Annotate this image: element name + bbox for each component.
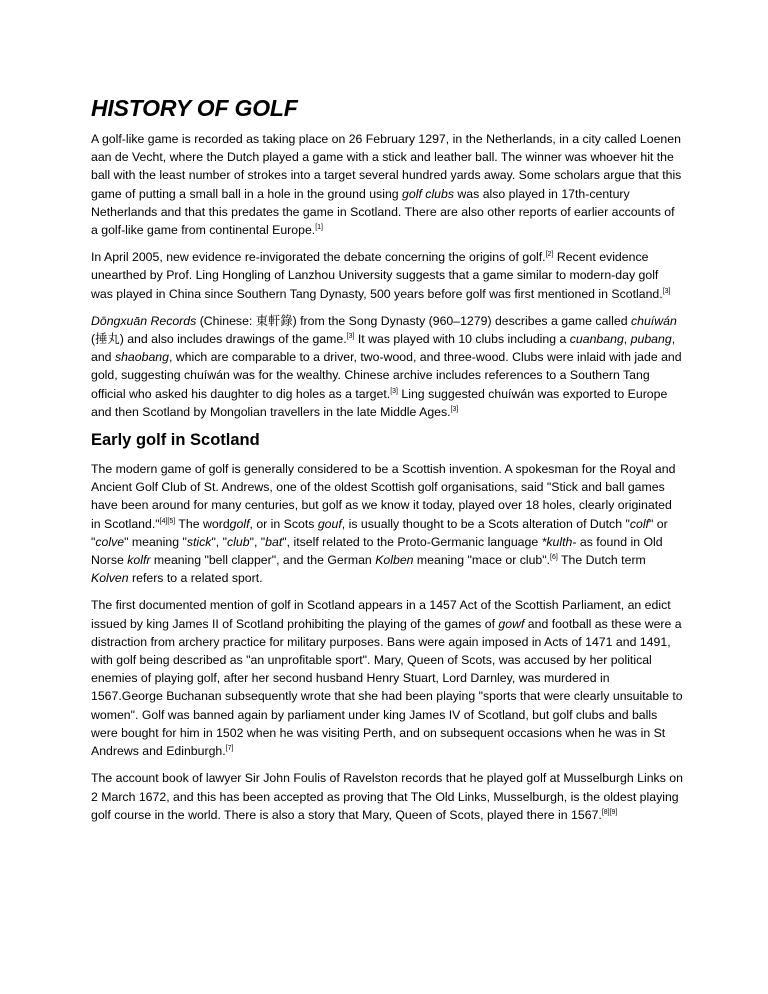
text-run: The account book of lawyer Sir John Foulis of Ravelston records that he played golf at Musselburgh Links on 2 March 1672, and this has been accepted as proving that The Old Links, Musselburgh, is the oldest playing golf course in the world. There is also a story that Mary, Queen of Scots, played there in 1567. bbox=[91, 771, 683, 822]
paragraph-musselburgh bbox=[91, 769, 683, 824]
citation-link[interactable]: [7] bbox=[225, 745, 234, 752]
citation-link[interactable]: [3] bbox=[450, 405, 459, 413]
paragraph-scottish-parliament bbox=[91, 596, 683, 760]
text-run-italic: kolfr bbox=[127, 553, 151, 568]
citation-link[interactable]: [6] bbox=[550, 553, 558, 561]
text-run-italic: colf bbox=[629, 516, 649, 531]
text-run: as found in Old Norse bbox=[91, 534, 663, 568]
citation-link[interactable]: [3] bbox=[662, 287, 671, 295]
text-run: The first documented mention of golf in Scotland appears in a 1457 Act of the Scottish Parliament, an edict issued by king James II of Scotland prohibiting the playing of the games of bbox=[91, 598, 671, 631]
text-run-italic: colve bbox=[95, 534, 125, 549]
text-run-italic: Kolven bbox=[91, 571, 129, 586]
text-run-italic: stick bbox=[186, 534, 212, 549]
text-run-italic: shaobang bbox=[114, 350, 169, 365]
paragraph-china-evidence bbox=[91, 248, 683, 303]
text-run: The word bbox=[175, 516, 230, 531]
text-run-italic: club bbox=[227, 534, 250, 549]
text-run: The modern game of golf is generally considered to be a Scottish invention. A spokesman for the Royal and Ancient Golf Club of St. Andrews, one of the oldest Scottish golf organisations, said "Stick and ball games have been around for many centuries, but golf as we know it today, played over 18 holes, clearly originated in Scotland." bbox=[91, 462, 676, 531]
text-run-italic: chuíwán bbox=[630, 313, 677, 328]
text-run-italic: *kulth- bbox=[541, 534, 577, 549]
text-run-italic: gouf bbox=[317, 516, 342, 531]
text-run: " or " bbox=[91, 516, 668, 549]
paragraph-origins bbox=[91, 130, 683, 239]
text-run-italic: pubang bbox=[630, 332, 672, 347]
paragraph-dongxuan-records bbox=[91, 312, 683, 421]
text-run-italic: golf bbox=[229, 516, 250, 531]
text-run: A golf-like game is recorded as taking place on 26 February 1297, in the Netherlands, in a city called Loenen aan de Vecht, where the Dutch played a game with a stick and leather ball. The winner was whoever hit the ball with the least number of strokes into a target several hundred yards away. Some scholars argue that this game of putting a small ball in a hole in the ground using bbox=[91, 132, 682, 201]
text-run: , which are comparable to a driver, two-wood, and three-wood. Clubs were inlaid with jade and gold, suggesting chuíwán was for the wealthy. Chinese archive includes references to a Southern Tang official who asked his daughter to dig holes as a target. bbox=[91, 350, 682, 401]
text-run: , or in Scots bbox=[249, 516, 318, 531]
paragraph-scottish-invention bbox=[91, 460, 683, 587]
text-run: , is usually thought to be a Scots alteration of Dutch " bbox=[341, 516, 630, 531]
text-run: ", " bbox=[211, 534, 228, 549]
text-run-italic: gowf bbox=[498, 616, 525, 631]
text-run: ", itself related to the Proto-Germanic language bbox=[282, 534, 542, 549]
text-run: The Dutch term bbox=[557, 553, 646, 568]
text-run-italic: cuanbang bbox=[569, 332, 624, 347]
page-title: HISTORY OF GOLF bbox=[91, 95, 298, 121]
text-run: meaning "bell clapper", and the German bbox=[150, 553, 376, 568]
text-run: (捶丸) and also includes drawings of the game. bbox=[91, 332, 347, 347]
text-run: (Chinese: 東軒錄) from the Song Dynasty (960–1279) describes a game called bbox=[196, 313, 631, 328]
text-run: , bbox=[623, 332, 631, 347]
citation-link[interactable]: [3] bbox=[390, 387, 398, 395]
citation-link[interactable]: [2] bbox=[545, 251, 554, 259]
section-heading: Early golf in Scotland bbox=[91, 431, 260, 450]
text-run: , and bbox=[91, 332, 676, 365]
text-run-italic: bat bbox=[265, 534, 283, 549]
text-run: Ling suggested chuíwán was exported to Europe and then Scotland by Mongolian travellers in the late Middle Ages. bbox=[91, 386, 668, 419]
text-run-italic: golf clubs bbox=[402, 186, 454, 201]
citation-link[interactable]: [1] bbox=[315, 223, 323, 231]
text-run: In April 2005, new evidence re-invigorated the debate concerning the origins of golf. bbox=[91, 250, 546, 265]
citation-link[interactable]: [8][9] bbox=[601, 808, 618, 816]
article bbox=[91, 94, 683, 833]
text-run: Recent evidence unearthed by Prof. Ling Hongling of Lanzhou University suggests that a game similar to modern-day golf was played in China since Southern Tang Dynasty, 500 years before golf was first mentioned in Scotland. bbox=[91, 250, 663, 301]
citation-link[interactable]: [4][5] bbox=[159, 517, 176, 525]
text-run: and football as these were a distraction from archery practice for military purposes. Bans were again imposed in Acts of 1471 and 1491, with golf being described as "an unprofitable sport". Mary, Queen of Scots, was accused by her political enemies of playing golf, after her second husband Henry Stuart, Lord Darnley, was murdered in 1567.George Buchanan subsequently wrote that she had been playing "sports that were clearly unsuitable to women". Golf was banned again by parliament under king James IV of Scotland, but golf clubs and balls were bought for him in 1502 when he was visiting Perth, and on subsequent occasions when he was in St Andrews and Edinburgh. bbox=[91, 616, 683, 759]
text-run: " meaning " bbox=[124, 534, 187, 549]
text-run-italic: Kolben bbox=[375, 553, 414, 568]
text-run: was also played in 17th-century Netherlands and that this predates the game in Scotland. There are also other reports of earlier accounts of a golf-like game from continental Europe. bbox=[91, 186, 675, 238]
citation-link[interactable]: [3] bbox=[346, 332, 355, 340]
text-run: refers to a related sport. bbox=[128, 571, 263, 586]
text-run: ", " bbox=[249, 534, 266, 549]
text-run: meaning "mace or club". bbox=[413, 553, 551, 568]
text-run-italic: Dōngxuān Records bbox=[91, 313, 197, 328]
text-run: It was played with 10 clubs including a bbox=[354, 332, 570, 347]
